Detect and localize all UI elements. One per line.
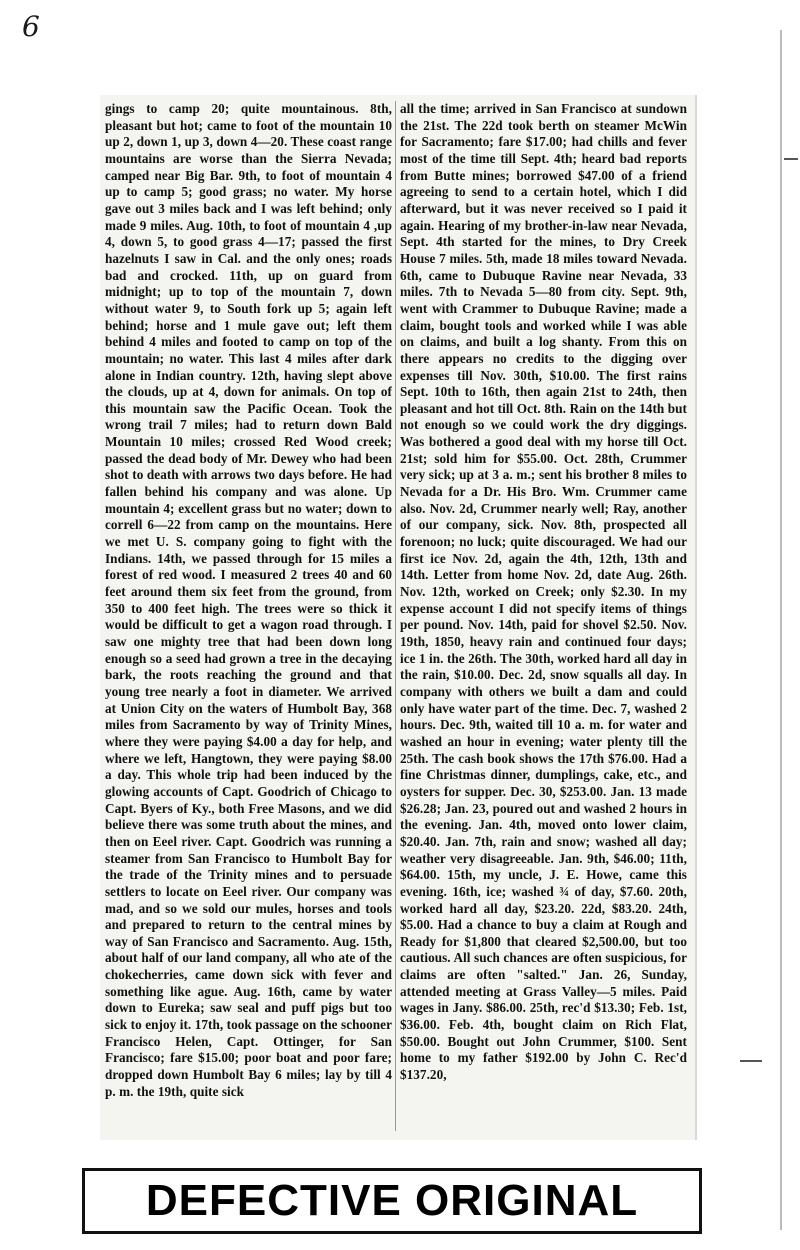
page-number: 6 — [22, 10, 40, 43]
margin-mark — [740, 1060, 762, 1062]
margin-mark — [784, 158, 798, 160]
defective-original-stamp — [82, 1168, 702, 1234]
text-column-right: all the time; arrived in San Francisco at sundown the 21st. The 22d took berth on steamer McWin for Sacramento; fare $17.00; had chills and fever most of the time till Sept. 4th; heard bad reports from Butte mines; borrowed $47.00 of a friend agreeing to send to a certain hotel, which I did afterward, but it was never received so I paid it again. Hearing of my brother-in-law near Nevada, Sept. 4th started for the mines, to Dry Creek House 7 miles. 5th, made 18 miles toward Nevada. 6th, came to Dubuque Ravine near Nevada, 33 miles. 7th to Nevada 5—80 from city. Sept. 9th, went with Crammer to Dubuque Ravine; made a claim, bought tools and worked while I was able on claims, and built a log shanty. From this on there appears no credits to the digging over expenses till Nov. 30th, $10.00. The first rains Sept. 10th to 16th, then again 21st to 24th, then pleasant and hot till Oct. 8th. Rain on the 14th but not enough so we could work the dry diggings. Was bothered a good deal with my horse till Oct. 21st; sold him for $55.00. Oct. 28th, Crummer very sick; up at 3 a. m.; sent his brother 8 miles to Nevada for a Dr. His Bro. Wm. Crummer came also. Nov. 2d, Crummer nearly well; Ray, another of our company, sick. Nov. 8th, prospected all forenoon; no luck; quite discouraged. We had our first ice Nov. 2d, again the 4th, 12th, 13th and 14th. Letter from home Nov. 2d, date Aug. 26th. Nov. 12th, worked on Creek; only $2.30. In my expense account I did not specify items of things per pound. Nov. 14th, paid for shovel $2.50. Nov. 19th, 1850, heavy rain and continued four days; ice 1 in. the 26th. The 30th, worked hard all day in the rain, $10.00. Dec. 2d, snow squalls all day. In company with others we built a dam and could only have water part of the time. Dec. 7, washed 2 hours. Dec. 9th, waited till 10 a. m. for water and washed an hour in evening; water plenty till the 25th. The cash book shows the 17th $76.00. Had a fine Christmas dinner, dumplings, cake, etc., and oysters for supper. Dec. 30, $253.00. Jan. 13 made $26.28; Jan. 23, poured out and washed 2 hours in the evening. Jan. 4th, moved onto lower claim, $20.40. Jan. 7th, rain and snow; washed all day; weather very disagreeable. Jan. 9th, $46.00; 11th, $64.00. 15th, my uncle, J. E. Howe, came this evening. 16th, ice; washed ¾ of day, $7.60. 20th, worked hard all day, $23.20. 22d, $83.20. 24th, $5.00. Had a chance to buy a claim at Rough and Ready for $1,800 that cleared $2,500.00, but too cautious. All such chances are often suspicious, for claims are often "salted." Jan. 26, Sunday, attended meeting at Grass Valley—5 miles. Paid wages in Jany. $86.00. 25th, rec'd $13.30; Feb. 1st, $36.00. Feb. 4th, bought claim on Rich Flat, $50.00. Bought out John Crummer, $100. Sent home to my father $192.00 by John C. Rec'd $137.20, — [400, 101, 687, 1083]
column-divider — [395, 101, 396, 1131]
newspaper-clipping — [100, 95, 697, 1140]
page-border-line — [780, 30, 782, 1230]
stamp-text: DEFECTIVE ORIGINAL — [145, 1176, 639, 1225]
text-column-left: gings to camp 20; quite mountainous. 8th, pleasant but hot; came to foot of the mountain 10 up 2, down 1, up 3, down 4—20. These coast range mountains are worse than the Sierra Nevada; camped near Big Bar. 9th, to foot of mountain 4 up to camp 5; good grass; no water. My horse gave out 3 miles back and I was left behind; only made 9 miles. Aug. 10th, to foot of mountain 4 ,up 4, down 5, to good grass 4—17; passed the first hazelnuts I saw in Cal. and the only ones; roads bad and crocked. 11th, up on guard from midnight; up to top of the mountain 7, down without water 9, to South fork up 5; again left behind; horse and 1 mule gave out; left them behind 4 miles and footed to camp on top of the mountain; no water. This last 4 miles after dark alone in Indian country. 12th, having slept above the clouds, up at 4, down for animals. On top of this mountain saw the Pacific Ocean. Took the wrong trail 7 miles; had to return down Bald Mountain 10 miles; crossed Red Wood creek; passed the dead body of Mr. Dewey who had been shot to death with arrows two days before. He had fallen behind his company and was alone. Up mountain 4; excellent grass but no water; down to correll 6—22 from camp on the mountains. Here we met U. S. company going to fight with the Indians. 14th, we passed through for 15 miles a forest of red wood. I measured 2 trees 40 and 60 feet around them six feet from the ground, from 350 to 400 feet high. The trees were so thick it would be difficult to get a wagon road through. I saw one mighty tree that had been down long enough so a seed had grown a tree in the decaying bark, the roots reaching the ground and that young tree nearly a foot in diameter. We arrived at Union City on the waters of Humbolt Bay, 368 miles from Sacramento by way of Trinity Mines, where they were paying $4.00 a day for help, and where we left, Hangtown, they were paying $8.00 a day. This whole trip had been induced by the glowing accounts of Capt. Goodrich of Chicago to Capt. Byers of Ky., both Free Masons, and we did believe there was some truth about the mines, and then on Eeel river. Capt. Goodrich was running a steamer from San Francisco to Humbolt Bay for the trade of the Trinity mines and to persuade settlers to locate on Eeel river. Our company was mad, and so we sold our mules, horses and tools and prepared to return to the central mines by way of San Francisco and Sacramento. Aug. 15th, about half of our land company, all who ate of the chokecherries, came down sick with fever and something like ague. Aug. 16th, came by water down to Eureka; saw seal and puff pigs but too sick to enjoy it. 17th, took passage on the schooner Francisco Helen, Capt. Ottinger, for San Francisco; fare $15.00; poor boat and poor fare; dropped down Humbolt Bay 6 miles; lay by till 4 p. m. the 19th, quite sick — [105, 101, 392, 1099]
